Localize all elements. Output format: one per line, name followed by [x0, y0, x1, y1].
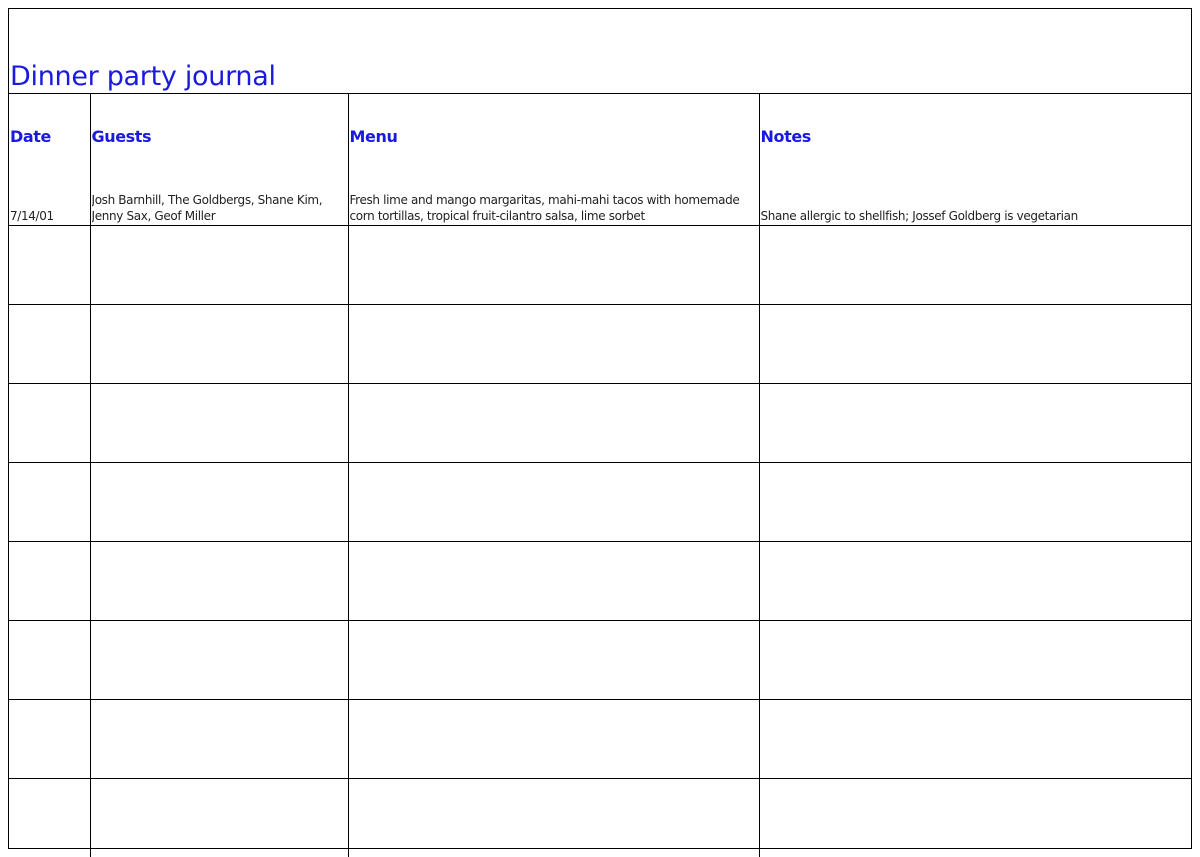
table-body: [9, 147, 1191, 857]
table-row: [9, 779, 1191, 857]
table-row: [9, 700, 1191, 779]
cell-date[interactable]: [9, 305, 90, 384]
cell-date[interactable]: [9, 542, 90, 621]
table-row: [9, 542, 1191, 621]
cell-guests[interactable]: [90, 147, 348, 226]
cell-guests[interactable]: [90, 700, 348, 779]
cell-notes[interactable]: [759, 621, 1191, 700]
cell-menu[interactable]: [348, 305, 759, 384]
cell-notes-text: Shane allergic to shellfish; Jossef Goldberg is vegetarian: [761, 208, 1191, 224]
cell-notes[interactable]: [759, 542, 1191, 621]
column-header-notes: Notes: [759, 94, 1191, 147]
cell-guests[interactable]: [90, 305, 348, 384]
cell-menu[interactable]: [348, 384, 759, 463]
cell-guests[interactable]: [90, 779, 348, 857]
table-row: [9, 463, 1191, 542]
table-row: [9, 147, 1191, 226]
cell-guests[interactable]: [90, 621, 348, 700]
cell-notes[interactable]: [759, 384, 1191, 463]
title-band: [9, 9, 1191, 94]
cell-guests[interactable]: [90, 384, 348, 463]
cell-menu[interactable]: [348, 147, 759, 226]
cell-menu[interactable]: [348, 779, 759, 857]
cell-date[interactable]: [9, 384, 90, 463]
cell-date[interactable]: [9, 463, 90, 542]
column-header-menu: Menu: [348, 94, 759, 147]
cell-date[interactable]: [9, 226, 90, 305]
cell-notes[interactable]: [759, 463, 1191, 542]
column-header-guests: Guests: [90, 94, 348, 147]
cell-menu[interactable]: [348, 542, 759, 621]
table-row: [9, 305, 1191, 384]
cell-date[interactable]: [9, 621, 90, 700]
page-title: Dinner party journal: [10, 62, 276, 92]
journal-sheet: [8, 8, 1192, 849]
cell-notes[interactable]: [759, 147, 1191, 226]
cell-notes[interactable]: [759, 305, 1191, 384]
table-row: [9, 226, 1191, 305]
journal-table: [9, 94, 1191, 857]
cell-date[interactable]: [9, 779, 90, 857]
cell-menu[interactable]: [348, 700, 759, 779]
cell-date[interactable]: [9, 700, 90, 779]
cell-menu[interactable]: [348, 621, 759, 700]
cell-menu-text: Fresh lime and mango margaritas, mahi-mahi tacos with homemade corn tortillas, tropical fruit-cilantro salsa, lime sorbet: [350, 192, 758, 224]
cell-notes[interactable]: [759, 779, 1191, 857]
table-row: [9, 384, 1191, 463]
column-header-date: Date: [9, 94, 90, 147]
cell-notes[interactable]: [759, 226, 1191, 305]
cell-guests[interactable]: [90, 226, 348, 305]
cell-guests[interactable]: [90, 542, 348, 621]
cell-guests[interactable]: [90, 463, 348, 542]
cell-menu[interactable]: [348, 226, 759, 305]
cell-guests-text: Josh Barnhill, The Goldbergs, Shane Kim, Jenny Sax, Geof Miller: [92, 192, 347, 224]
table-row: [9, 621, 1191, 700]
cell-date-text: 7/14/01: [10, 208, 89, 224]
cell-menu[interactable]: [348, 463, 759, 542]
header-row: [9, 94, 1191, 147]
cell-date[interactable]: [9, 147, 90, 226]
cell-notes[interactable]: [759, 700, 1191, 779]
